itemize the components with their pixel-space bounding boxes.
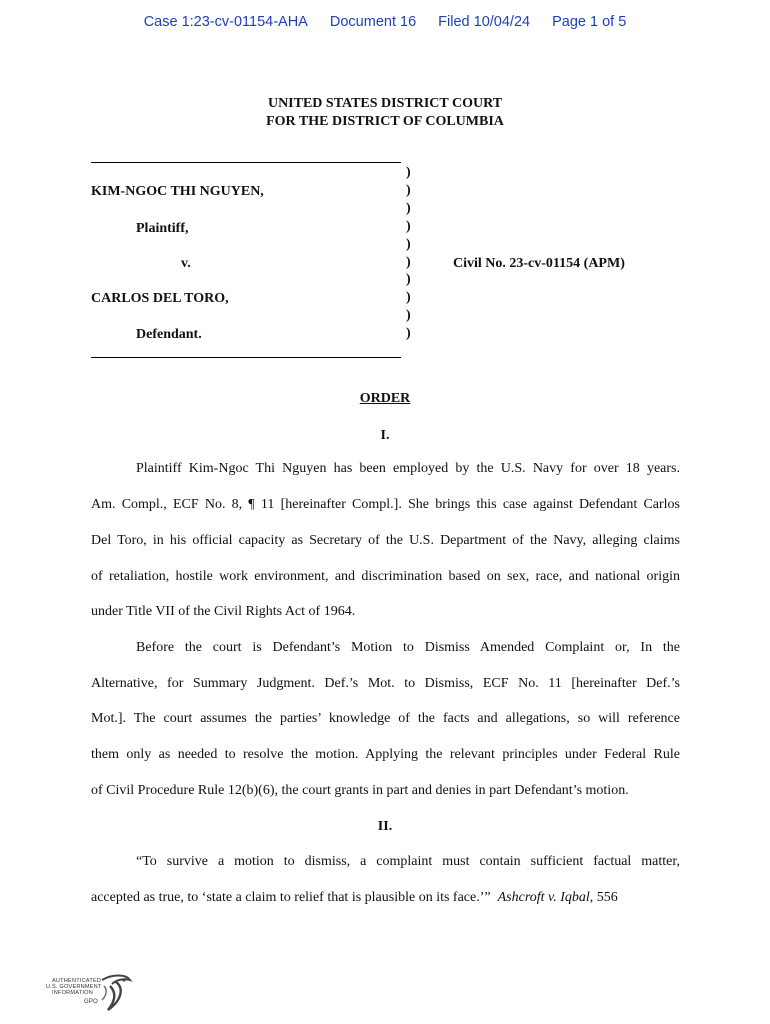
section-heading-1: I. bbox=[380, 428, 390, 443]
para3-line-2: accepted as true, to ‘state a claim to relief that is plausible on its face.’” Ashcroft v. Iqbal, 556 bbox=[91, 890, 618, 905]
defendant-name: CARLOS DEL TORO, bbox=[91, 291, 229, 306]
plaintiff-name: KIM-NGOC THI NGUYEN, bbox=[91, 184, 264, 199]
ecf-header bbox=[0, 14, 770, 30]
para1-line-1: Plaintiff Kim-Ngoc Thi Nguyen has been employed by the U.S. Navy for over 18 years. bbox=[136, 461, 680, 476]
order-title: ORDER bbox=[359, 391, 411, 406]
para1-line-5: under Title VII of the Civil Rights Act of 1964. bbox=[91, 604, 356, 619]
caption-bottom-rule bbox=[91, 357, 401, 358]
court-line-2: FOR THE DISTRICT OF COLUMBIA bbox=[266, 114, 504, 129]
para2-line-3: Mot.]. The court assumes the parties’ knowledge of the facts and allegations, so will reference bbox=[91, 711, 680, 726]
para1-line-2: Am. Compl., ECF No. 8, ¶ 11 [hereinafter Compl.]. She brings this case against Defendant Carlos bbox=[91, 497, 680, 512]
case-number: Case 1:23-cv-01154-AHA bbox=[143, 14, 308, 30]
para2-line-4: them only as needed to resolve the motion. Applying the relevant principles under Federal Rule bbox=[91, 747, 680, 762]
caption-parentheses: ) ) ) ) ) ) ) ) ) ) bbox=[406, 165, 411, 342]
defendant-role: Defendant. bbox=[136, 327, 202, 342]
plaintiff-role: Plaintiff, bbox=[136, 221, 189, 236]
court-name bbox=[0, 95, 770, 131]
para2-line-1: Before the court is Defendant’s Motion to Dismiss Amended Complaint or, In the bbox=[136, 640, 680, 655]
document-number: Document 16 bbox=[329, 14, 417, 30]
civil-number: Civil No. 23-cv-01154 (APM) bbox=[453, 256, 625, 271]
para1-line-4: of retaliation, hostile work environment, and discrimination based on sex, race, and national origin bbox=[91, 569, 680, 584]
para2-line-5: of Civil Procedure Rule 12(b)(6), the court grants in part and denies in part Defendant’s motion. bbox=[91, 783, 629, 798]
court-line-1: UNITED STATES DISTRICT COURT bbox=[267, 96, 503, 111]
caption-top-rule bbox=[91, 162, 401, 163]
filed-date: Filed 10/04/24 bbox=[438, 14, 531, 30]
para3-line-1: “To survive a motion to dismiss, a complaint must contain sufficient factual matter, bbox=[136, 854, 680, 869]
versus: v. bbox=[181, 256, 191, 271]
para1-line-3: Del Toro, in his official capacity as Secretary of the U.S. Department of the Navy, alleging claims bbox=[91, 533, 680, 548]
case-citation: Ashcroft v. Iqbal bbox=[497, 890, 590, 905]
para2-line-2: Alternative, for Summary Judgment. Def.’s Mot. to Dismiss, ECF No. 11 [hereinafter Def.’s bbox=[91, 676, 680, 691]
eagle-icon bbox=[94, 972, 134, 1016]
section-heading-2: II. bbox=[377, 819, 393, 834]
gpo-authentication-logo: AUTHENTICATED U.S. GOVERNMENT INFORMATION GPO bbox=[44, 972, 130, 1016]
page-indicator: Page 1 of 5 bbox=[552, 14, 627, 30]
